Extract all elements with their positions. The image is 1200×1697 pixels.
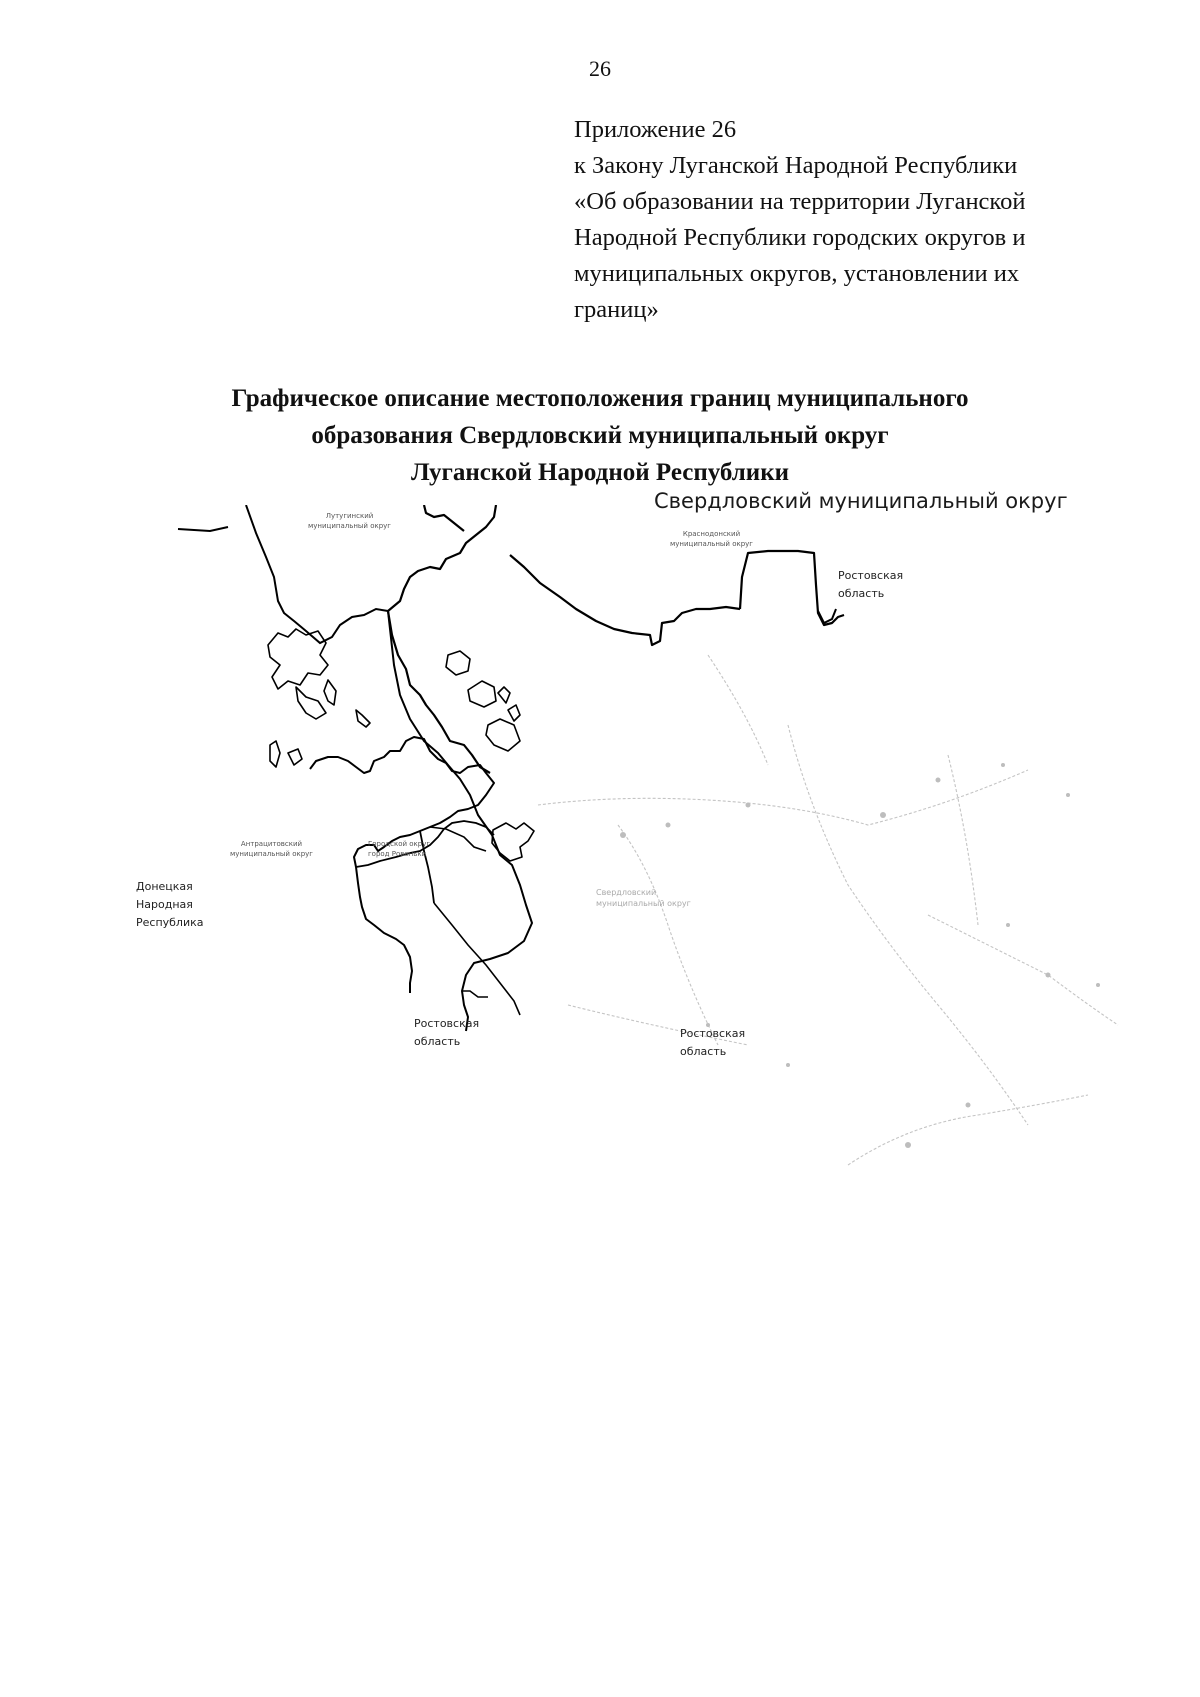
label-rostov-southeast: Ростовская область bbox=[680, 1027, 746, 1058]
title-line: образования Свердловский муниципальный округ bbox=[311, 422, 889, 449]
appendix-line: границ» bbox=[574, 296, 659, 323]
label-rovenki: Городской округ город Ровеньки bbox=[368, 840, 431, 858]
appendix-line: к Закону Луганской Народной Республики bbox=[574, 152, 1018, 179]
label-dnr: Донецкая Народная Республика bbox=[136, 880, 204, 929]
map-heading: Свердловский муниципальный округ bbox=[654, 489, 1068, 513]
label-antratsitovsky: Антрацитовский муниципальный округ bbox=[230, 840, 313, 858]
label-rostov-south: Ростовская область bbox=[414, 1017, 480, 1048]
south-connector bbox=[462, 991, 488, 997]
boundary-fragment bbox=[178, 527, 228, 531]
settlement-dots bbox=[620, 763, 1100, 1148]
appendix-line: муниципальных округов, установлении их bbox=[574, 260, 1020, 287]
label-sverdlovsky-faint: Свердловский муниципальный округ bbox=[596, 888, 691, 908]
appendix-line: «Об образовании на территории Луганской bbox=[574, 188, 1026, 215]
appendix-line: Народной Республики городских округов и bbox=[574, 224, 1026, 251]
enclave-shapes bbox=[268, 629, 534, 861]
inner-boundary bbox=[430, 827, 486, 851]
document-title bbox=[0, 380, 1200, 491]
appendix-line: Приложение 26 bbox=[574, 116, 737, 143]
label-krasnodonsky: Краснодонский муниципальный округ bbox=[670, 530, 753, 548]
title-line: Графическое описание местоположения границ муниципального bbox=[231, 385, 969, 412]
label-rostov-northeast: Ростовская область bbox=[838, 569, 904, 600]
sverdlovsky-north-boundary bbox=[388, 505, 844, 773]
diagonal-boundary bbox=[434, 903, 520, 1015]
title-line: Луганской Народной Республики bbox=[410, 459, 790, 486]
rovenki-boundary bbox=[310, 737, 494, 993]
label-lutuginsky: Лутугинский муниципальный округ bbox=[308, 512, 391, 530]
map-drawing bbox=[148, 505, 1128, 1245]
boundary-map bbox=[136, 489, 1128, 1245]
page-number: 26 bbox=[589, 56, 611, 81]
appendix-heading bbox=[574, 112, 1134, 328]
background-roads bbox=[538, 655, 1118, 1165]
